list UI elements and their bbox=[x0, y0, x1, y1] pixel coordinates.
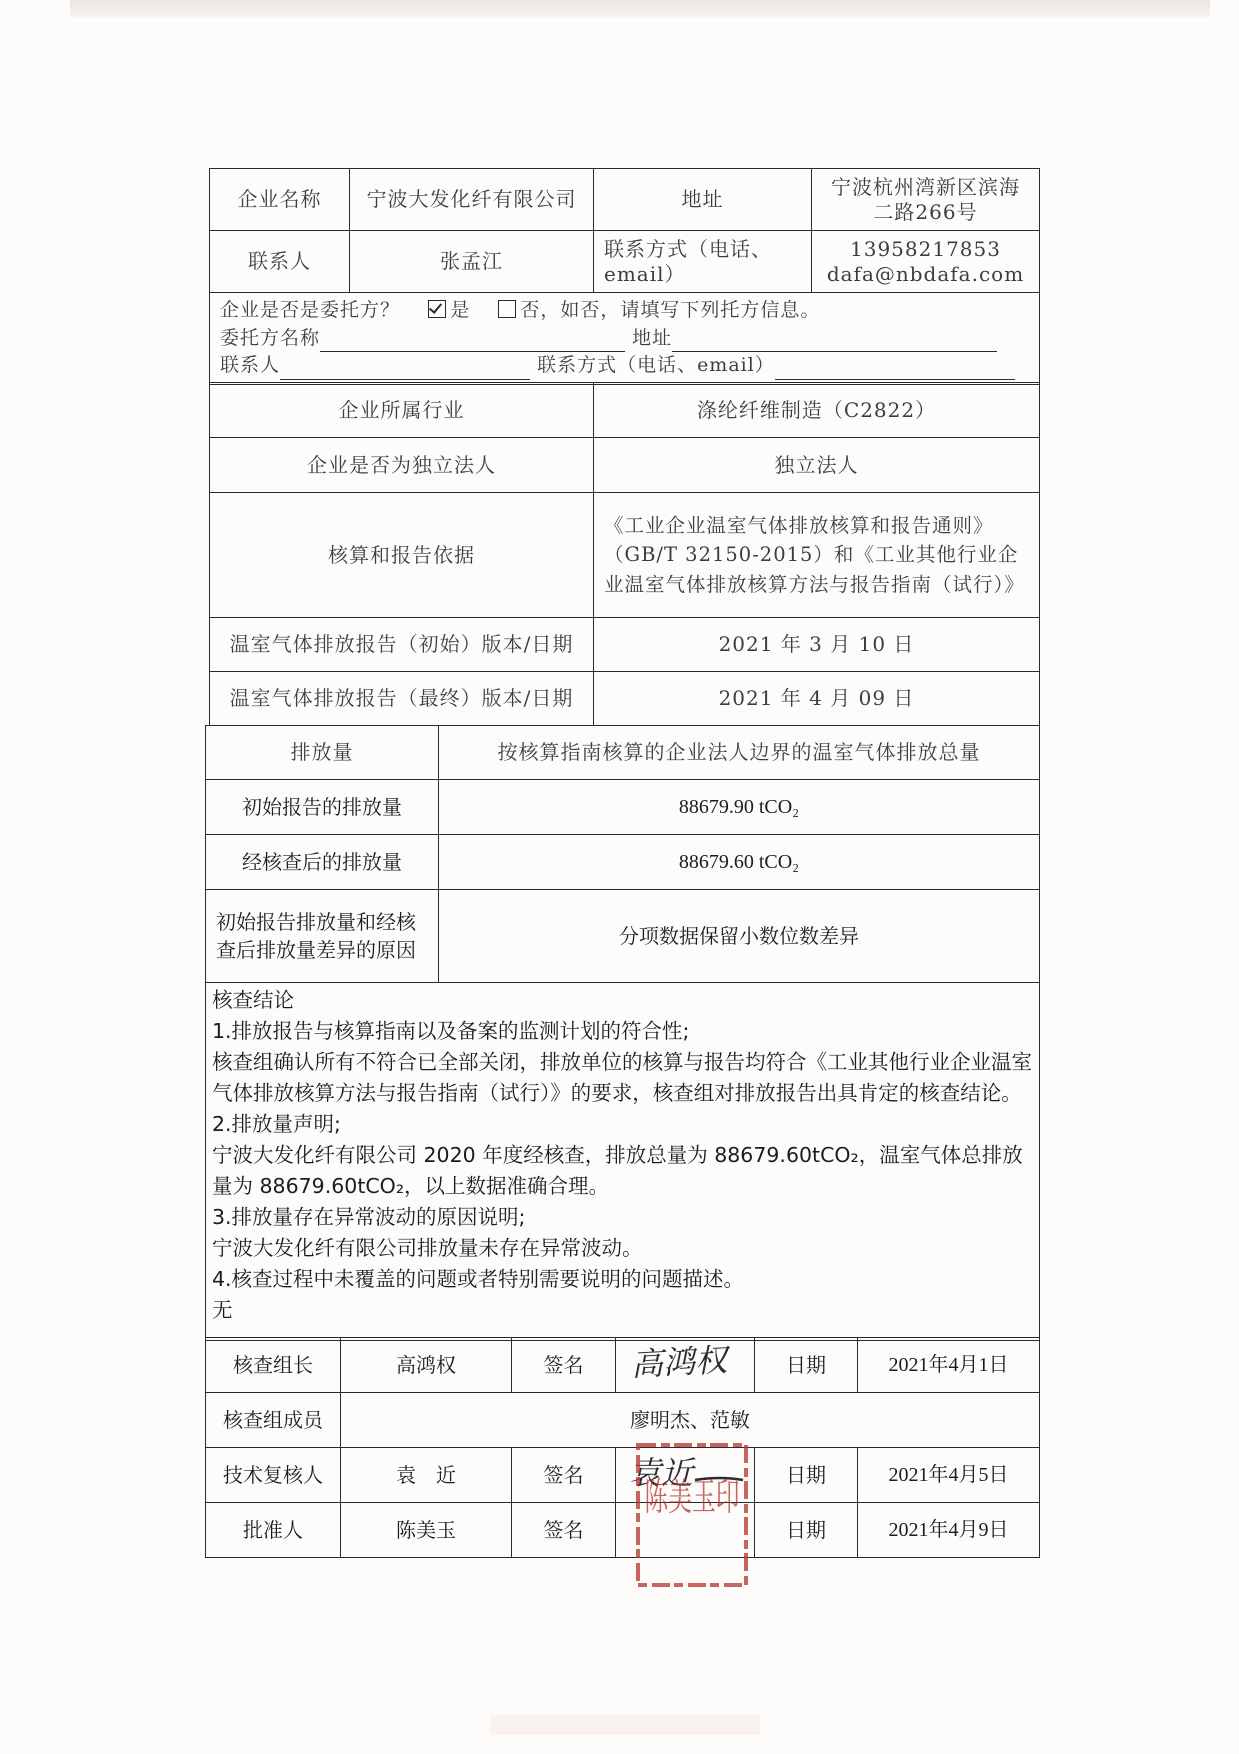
initial-report-label: 温室气体排放报告（初始）版本/日期 bbox=[210, 618, 594, 672]
yes-checkbox[interactable] bbox=[428, 300, 446, 318]
report-basis-table bbox=[209, 382, 1040, 726]
members-label: 核查组成员 bbox=[206, 1393, 341, 1448]
leader-sign-label: 签名 bbox=[512, 1338, 616, 1393]
emissions-header-label: 排放量 bbox=[206, 726, 439, 780]
conclusion-line-1: 1.排放报告与核算指南以及备案的监测计划的符合性; bbox=[212, 1019, 690, 1043]
initial-emissions-label: 初始报告的排放量 bbox=[206, 780, 439, 835]
yes-label: 是 bbox=[450, 299, 471, 321]
leader-date-label: 日期 bbox=[755, 1338, 858, 1393]
verified-emissions-label: 经核查后的排放量 bbox=[206, 835, 439, 890]
company-info-table bbox=[209, 168, 1040, 385]
leader-name: 高鸿权 bbox=[341, 1338, 512, 1393]
reviewer-date: 2021年4月5日 bbox=[858, 1448, 1040, 1503]
conclusion-line-7: 4.核查过程中未覆盖的问题或者特别需要说明的问题描述。 bbox=[212, 1267, 745, 1291]
approver-date: 2021年4月9日 bbox=[858, 1503, 1040, 1558]
conclusion-line-8: 无 bbox=[212, 1298, 233, 1322]
conclusion-line-3: 2.排放量声明; bbox=[212, 1112, 341, 1136]
emissions-table bbox=[205, 725, 1040, 1341]
industry-label: 企业所属行业 bbox=[210, 383, 594, 438]
client-contact-field[interactable] bbox=[280, 361, 530, 380]
svg-text:高鸿权: 高鸿权 bbox=[630, 1340, 728, 1384]
leader-label: 核查组长 bbox=[206, 1338, 341, 1393]
legal-entity-label: 企业是否为独立法人 bbox=[210, 438, 594, 493]
verified-emissions-value: 88679.60 tCO₂ bbox=[439, 835, 1040, 890]
client-contact-label: 联系人 bbox=[220, 354, 281, 377]
members-value: 廖明杰、范敏 bbox=[341, 1393, 1040, 1448]
conclusion-line-4: 宁波大发化纤有限公司 2020 年度经核查，排放总量为 88679.60tCO₂，温室气体总排放量为 88679.60tCO₂，以上数据准确合理。 bbox=[212, 1143, 1023, 1198]
address-value: 宁波杭州湾新区滨海二路266号 bbox=[812, 169, 1040, 231]
contact-method-label: 联系方式（电话、email） bbox=[594, 231, 812, 293]
conclusion-line-5: 3.排放量存在异常波动的原因说明; bbox=[212, 1205, 526, 1229]
address-label: 地址 bbox=[594, 169, 812, 231]
basis-value: 《工业企业温室气体排放核算和报告通则》（GB/T 32150-2015）和《工业其他行业企业温室气体排放核算方法与报告指南（试行）》 bbox=[594, 493, 1040, 618]
entrustment-block bbox=[210, 293, 1040, 385]
approver-seal bbox=[630, 1415, 755, 1595]
conclusion-line-2: 核查组确认所有不符合已全部关闭，排放单位的核算与报告均符合《工业其他行业企业温室气体排放核算方法与报告指南（试行）》的要求，核查组对排放报告出具肯定的核查结论。 bbox=[212, 1050, 1032, 1105]
client-name-field[interactable] bbox=[320, 333, 625, 352]
client-address-label: 地址 bbox=[632, 326, 673, 349]
emissions-diff-value: 分项数据保留小数位数差异 bbox=[439, 890, 1040, 983]
no-label: 否，如否，请填写下列托方信息。 bbox=[520, 299, 821, 321]
client-contact-method-field[interactable] bbox=[775, 361, 1015, 380]
approver-date-label: 日期 bbox=[755, 1503, 858, 1558]
scan-artifact-strip bbox=[490, 1715, 760, 1735]
company-name-value: 宁波大发化纤有限公司 bbox=[350, 169, 594, 231]
contact-method-value bbox=[812, 231, 1040, 293]
contact-phone: 13958217853 bbox=[850, 236, 1001, 261]
leader-signature bbox=[625, 1340, 745, 1384]
final-report-label: 温室气体排放报告（最终）版本/日期 bbox=[210, 672, 594, 726]
client-name-label: 委托方名称 bbox=[220, 326, 321, 349]
initial-emissions-value: 88679.90 tCO₂ bbox=[439, 780, 1040, 835]
leader-signature-cell bbox=[616, 1338, 755, 1393]
approver-name: 陈美玉 bbox=[341, 1503, 512, 1558]
contact-email: dafa@nbdafa.com bbox=[826, 261, 1025, 286]
reviewer-date-label: 日期 bbox=[755, 1448, 858, 1503]
company-name-label: 企业名称 bbox=[210, 169, 350, 231]
basis-label: 核算和报告依据 bbox=[210, 493, 594, 618]
conclusion-line-6: 宁波大发化纤有限公司排放量未存在异常波动。 bbox=[212, 1236, 643, 1260]
no-checkbox[interactable] bbox=[498, 300, 516, 318]
reviewer-name: 袁 近 bbox=[341, 1448, 512, 1503]
signoff-table bbox=[205, 1337, 1040, 1558]
conclusion-title: 核查结论 bbox=[212, 988, 294, 1012]
reviewer-label: 技术复核人 bbox=[206, 1448, 341, 1503]
emissions-diff-label: 初始报告排放量和经核查后排放量差异的原因 bbox=[206, 890, 439, 983]
reviewer-sign-label: 签名 bbox=[512, 1448, 616, 1503]
approver-label: 批准人 bbox=[206, 1503, 341, 1558]
legal-entity-value: 独立法人 bbox=[594, 438, 1040, 493]
entrustment-question: 企业是否是委托方？ bbox=[220, 299, 401, 321]
industry-value: 涤纶纤维制造（C2822） bbox=[594, 383, 1040, 438]
emissions-header-value: 按核算指南核算的企业法人边界的温室气体排放总量 bbox=[439, 726, 1040, 780]
final-report-value: 2021 年 4 月 09 日 bbox=[594, 672, 1040, 726]
scan-edge-shadow bbox=[70, 0, 1210, 18]
client-address-field[interactable] bbox=[672, 333, 997, 352]
svg-text:袁近: 袁近 bbox=[629, 1454, 694, 1492]
contact-person-value: 张孟江 bbox=[350, 231, 594, 293]
approver-sign-label: 签名 bbox=[512, 1503, 616, 1558]
leader-date: 2021年4月1日 bbox=[858, 1338, 1040, 1393]
contact-person-label: 联系人 bbox=[210, 231, 350, 293]
svg-text:陈美玉印: 陈美玉印 bbox=[644, 1475, 740, 1519]
client-contact-method-label: 联系方式（电话、email） bbox=[537, 354, 775, 377]
initial-report-value: 2021 年 3 月 10 日 bbox=[594, 618, 1040, 672]
conclusion-block bbox=[206, 983, 1040, 1341]
